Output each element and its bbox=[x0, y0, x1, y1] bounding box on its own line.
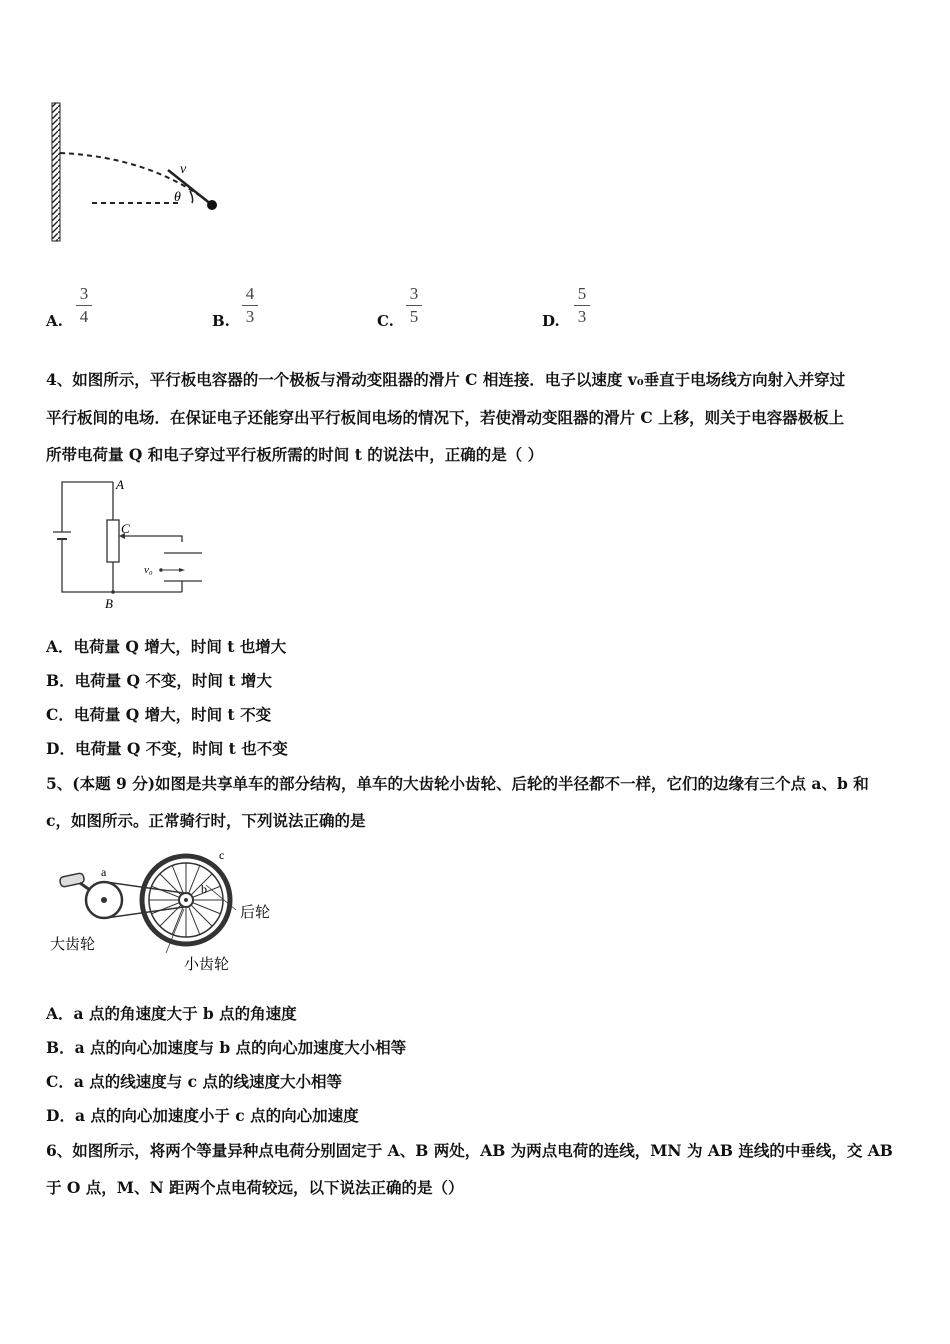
trajectory bbox=[60, 153, 210, 203]
q5-option-b: B．a 点的向心加速度与 b 点的向心加速度大小相等 bbox=[46, 1038, 407, 1057]
q5-option-c: C．a 点的线速度与 c 点的线速度大小相等 bbox=[46, 1072, 343, 1091]
q4-option-c: C．电荷量 Q 增大，时间 t 不变 bbox=[46, 705, 272, 724]
label-v: v bbox=[180, 162, 187, 177]
label-b: b bbox=[201, 882, 207, 896]
q4-option-a: A．电荷量 Q 增大，时间 t 也增大 bbox=[46, 637, 287, 656]
q5-option-d: D．a 点的向心加速度小于 c 点的向心加速度 bbox=[46, 1106, 359, 1125]
angle-arc bbox=[190, 191, 193, 203]
label-v0: v₀ bbox=[144, 564, 153, 576]
option-a-fraction: 3 4 bbox=[74, 285, 94, 326]
option-b-letter: B. bbox=[212, 312, 230, 330]
projectile-figure bbox=[40, 95, 240, 250]
label-B: B bbox=[105, 596, 113, 611]
label-small-gear: 小齿轮 bbox=[184, 957, 230, 973]
label-theta: θ bbox=[174, 190, 181, 205]
q4-option-d: D．电荷量 Q 不变，时间 t 也不变 bbox=[46, 739, 288, 758]
label-A: A bbox=[116, 477, 124, 492]
rheostat bbox=[107, 520, 119, 562]
label-big-gear: 大齿轮 bbox=[50, 937, 96, 953]
label-a: a bbox=[101, 865, 107, 879]
label-c: c bbox=[219, 848, 225, 862]
q6-stem-line-2: 于 O 点，M、N 距两个点电荷较远，以下说法正确的是（） bbox=[46, 1178, 464, 1197]
q5-option-a: A．a 点的角速度大于 b 点的角速度 bbox=[46, 1004, 297, 1023]
slider-wire bbox=[122, 536, 182, 542]
q4-stem-line-1: 4、如图所示，平行板电容器的一个极板与滑动变阻器的滑片 C 相连接．电子以速度 v₀垂直于电场线方向射入并穿过 bbox=[46, 370, 846, 389]
option-c-fraction: 3 5 bbox=[404, 285, 424, 326]
label-C: C bbox=[121, 521, 130, 536]
ball bbox=[207, 200, 217, 210]
q6-stem-line-1: 6、如图所示，将两个等量异种点电荷分别固定于 A、B 两处，AB 为两点电荷的连线，MN 为 AB 连线的中垂线，交 AB bbox=[46, 1141, 893, 1160]
option-d-fraction: 5 3 bbox=[572, 285, 592, 326]
bicycle-gear-figure bbox=[46, 845, 286, 977]
label-rear-wheel: 后轮 bbox=[240, 905, 271, 921]
option-a-letter: A. bbox=[46, 312, 63, 330]
capacitor-circuit-figure bbox=[48, 475, 213, 615]
q5-stem-line-1: 5、(本题 9 分)如图是共享单车的部分结构，单车的大齿轮小齿轮、后轮的半径都不一样，它们的边缘有三个点 a、b 和 bbox=[46, 774, 869, 793]
q4-stem-line-3: 所带电荷量 Q 和电子穿过平行板所需的时间 t 的说法中，正确的是（ ） bbox=[46, 445, 544, 464]
q4-option-b: B．电荷量 Q 不变，时间 t 增大 bbox=[46, 671, 272, 690]
option-c-letter: C. bbox=[377, 312, 394, 330]
wall bbox=[52, 103, 60, 241]
q5-stem-line-2: c，如图所示。正常骑行时，下列说法正确的是 bbox=[46, 811, 366, 830]
option-d-letter: D. bbox=[542, 312, 560, 330]
q4-stem-line-2: 平行板间的电场．在保证电子还能穿出平行板间电场的情况下，若使滑动变阻器的滑片 C 上移，则关于电容器极板上 bbox=[46, 408, 845, 427]
option-b-fraction: 4 3 bbox=[240, 285, 260, 326]
